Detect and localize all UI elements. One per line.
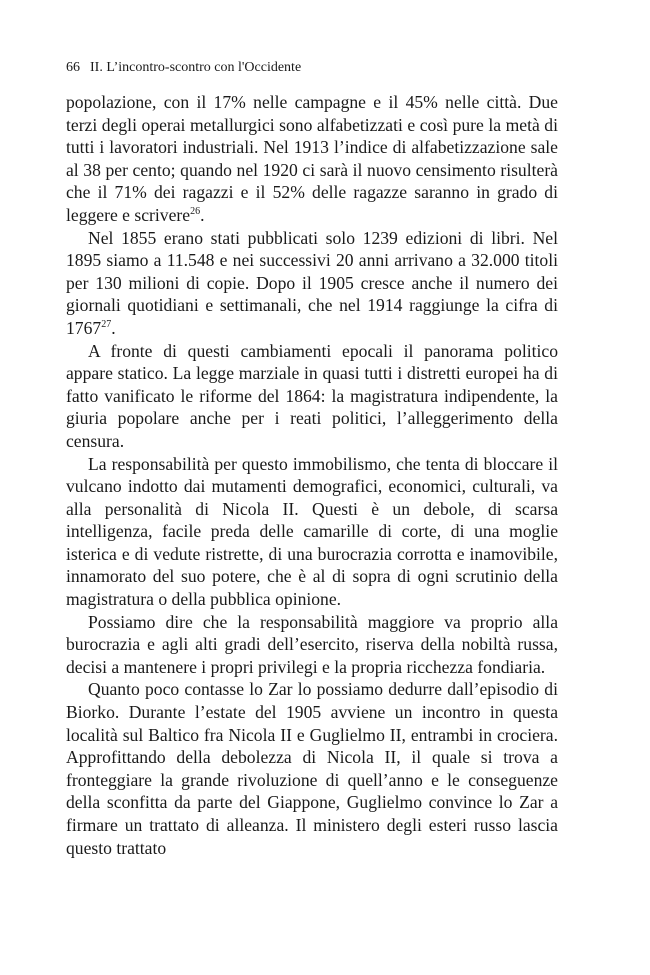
paragraph-5: Possiamo dire che la responsabilità maggiore va proprio alla burocrazia e agli alti gradi dell’esercito, riserva della nobiltà russa, decisi a mantenere i propri privilegi e la propria ricchezza fondiaria. [66,611,558,677]
footnote-marker-26: 26 [190,206,201,218]
paragraph-text: Nel 1855 erano stati pubblicati solo 1239 edizioni di libri. Nel 1895 siamo a 11.548 e nei successivi 20 anni arrivano a 32.000 titoli per 130 milioni di copie. Dopo il 1905 cresce anche il numero dei giornali quotidiani e settimanali, che nel 1914 raggiunge la cifra di 1767 [66,227,558,338]
chapter-title: II. L’incontro-scontro con l'Occidente [90,60,302,75]
paragraph-end-punctuation: . [200,204,205,225]
paragraph-4: La responsabilità per questo immobilismo, che tenta di bloccare il vulcano indotto dai mutamenti demografici, economici, culturali, va alla personalità di Nicola II. Questi è un debole, di scarsa intelligenza, facile preda delle camarille di corte, di una moglie isterica e di vedute ristrette, di una burocrazia corrotta e inamovibile, innamorato del suo potere, che è al di sopra di ogni scrutinio della magistratura o della pubblica opinione. [66,453,558,610]
paragraph-1 [66,91,558,227]
paragraph-3: A fronte di questi cambiamenti epocali il panorama politico appare statico. La legge marziale in quasi tutti i distretti europei ha di fatto vanificato le riforme del 1864: la magistratura indipendente, la giuria popolare anche per i reati politici, l’alleggerimento della censura. [66,340,558,451]
body-text [66,91,558,859]
paragraph-6: Quanto poco contasse lo Zar lo possiamo dedurre dall’episodio di Biorko. Durante l’estate del 1905 avviene un incontro in questa località sul Baltico fra Nicola II e Guglielmo II, entrambi in crociera. Approfittando della debolezza di Nicola II, il quale si trova a fronteggiare la grande rivoluzione di quell’anno e le conseguenze della sconfitta da parte del Giappone, Guglielmo convince lo Zar a firmare un trattato di alleanza. Il ministero degli esteri russo lascia questo trattato [66,679,558,858]
paragraph-2 [66,227,558,340]
footnote-marker-27: 27 [101,319,112,331]
paragraph-end-punctuation: . [111,317,116,338]
running-head [66,59,301,77]
page-number: 66 [66,60,80,75]
paragraph-text: popolazione, con il 17% nelle campagne e il 45% nelle città. Due terzi degli operai metallurgici sono alfabetizzati e così pure la metà di tutti i lavoratori industriali. Nel 1913 l’indice di alfabetizzazione sale al 38 per cento; quando nel 1920 ci sarà il nuovo censimento risulterà che il 71% dei ragazzi e il 52% delle ragazze saranno in grado di leggere e scrivere [66,92,558,225]
